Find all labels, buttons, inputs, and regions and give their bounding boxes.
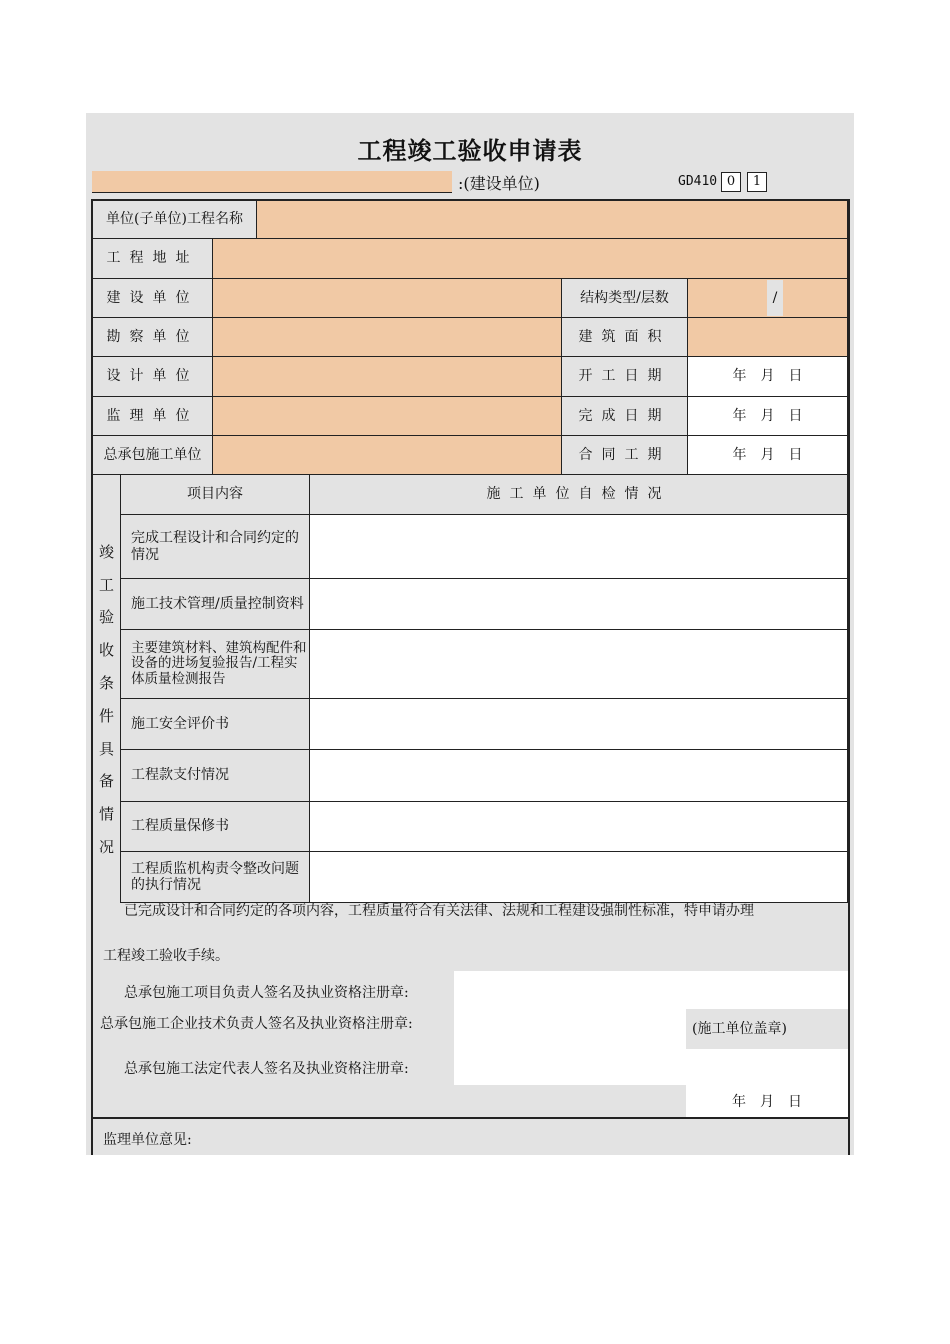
form-code-digit-2: 1 <box>747 172 767 192</box>
supervision-opinion-label: 监理单位意见: <box>103 1132 192 1148</box>
tech-lead-label: 总承包施工企业技术负责人签名及执业资格注册章: <box>100 1016 413 1032</box>
check-item-material-reports: 主要建筑材料、建筑构配件和设备的进场复验报告/工程实体质量检测报告 <box>121 630 310 699</box>
seal-label: (施工单位盖章) <box>692 1020 787 1037</box>
contract-period-label: 合同工期 <box>562 436 688 475</box>
survey-field[interactable] <box>213 318 562 357</box>
address-field[interactable] <box>213 239 848 279</box>
supervision-top-border <box>91 1117 850 1119</box>
check-item-payment: 工程款支付情况 <box>121 750 310 802</box>
tech-lead-signature-field[interactable] <box>454 1009 686 1049</box>
side-char-10: 况 <box>98 838 114 857</box>
area-field[interactable] <box>688 318 848 357</box>
check-status-rectification[interactable] <box>310 852 848 903</box>
check-header-item: 项目内容 <box>121 475 310 515</box>
project-name-field[interactable] <box>257 201 848 239</box>
contractor-label: 总承包施工单位 <box>93 436 213 475</box>
check-item-safety-evaluation: 施工安全评价书 <box>121 699 310 750</box>
check-item-quality-records: 施工技术管理/质量控制资料 <box>121 579 310 630</box>
form-sheet <box>86 113 854 1155</box>
recipient-suffix: :(建设单位) <box>458 174 540 193</box>
contract-period-field[interactable]: 年 月 日 <box>688 436 848 475</box>
check-status-safety-evaluation[interactable] <box>310 699 848 750</box>
check-item-warranty: 工程质量保修书 <box>121 802 310 852</box>
check-status-warranty[interactable] <box>310 802 848 852</box>
form-code: GD410 <box>678 174 718 189</box>
design-label: 设计单位 <box>93 357 213 397</box>
legal-rep-label: 总承包施工法定代表人签名及执业资格注册章: <box>124 1061 409 1077</box>
builder-label: 建设单位 <box>93 279 213 318</box>
supervisor-label: 监理单位 <box>93 397 213 436</box>
form-code-digit-1: 0 <box>721 172 741 192</box>
side-char-2: 工 <box>98 575 114 594</box>
check-header-status: 施工单位自检情况 <box>310 475 848 515</box>
structure-separator: / <box>767 280 783 316</box>
check-status-payment[interactable] <box>310 750 848 802</box>
builder-field[interactable] <box>213 279 562 318</box>
statement-line-1: 已完成设计和合同约定的各项内容，工程质量符合有关法律、法规和工程建设强制性标准，特申请办理 <box>124 903 754 919</box>
start-date-label: 开工日期 <box>562 357 688 397</box>
project-manager-label: 总承包施工项目负责人签名及执业资格注册章: <box>124 985 409 1001</box>
structure-label: 结构类型/层数 <box>562 279 688 318</box>
side-char-9: 情 <box>98 805 114 824</box>
check-status-design-contract[interactable] <box>310 515 848 579</box>
legal-rep-signature-field[interactable] <box>454 1049 848 1085</box>
side-char-4: 收 <box>98 641 114 660</box>
statement-line-2: 工程竣工验收手续。 <box>103 948 229 964</box>
side-char-1: 竣 <box>98 542 114 561</box>
area-label: 建筑面积 <box>562 318 688 357</box>
address-label: 工程地址 <box>93 239 213 279</box>
side-char-8: 备 <box>98 772 114 791</box>
contractor-field[interactable] <box>213 436 562 475</box>
signature-right-border <box>848 971 850 1155</box>
design-field[interactable] <box>213 357 562 397</box>
table-right-border <box>848 199 850 971</box>
side-char-5: 条 <box>98 674 114 693</box>
project-manager-signature-field[interactable] <box>454 971 848 1009</box>
finish-date-field[interactable]: 年 月 日 <box>688 397 848 436</box>
side-char-7: 具 <box>98 739 114 758</box>
sign-date-value: 年 月 日 <box>732 1093 802 1110</box>
survey-label: 勘察单位 <box>93 318 213 357</box>
recipient-unit-field[interactable] <box>92 171 452 193</box>
side-char-6: 件 <box>98 706 114 725</box>
check-status-material-reports[interactable] <box>310 630 848 699</box>
form-title: 工程竣工验收申请表 <box>357 137 583 165</box>
supervisor-field[interactable] <box>213 397 562 436</box>
finish-date-label: 完成日期 <box>562 397 688 436</box>
side-char-3: 验 <box>98 608 114 627</box>
check-item-rectification: 工程质监机构责令整改问题的执行情况 <box>121 852 310 903</box>
check-status-quality-records[interactable] <box>310 579 848 630</box>
check-item-design-contract: 完成工程设计和合同约定的情况 <box>121 515 310 579</box>
start-date-field[interactable]: 年 月 日 <box>688 357 848 397</box>
project-name-label: 单位(子单位)工程名称 <box>93 201 257 239</box>
acceptance-conditions-side-label <box>93 475 121 903</box>
